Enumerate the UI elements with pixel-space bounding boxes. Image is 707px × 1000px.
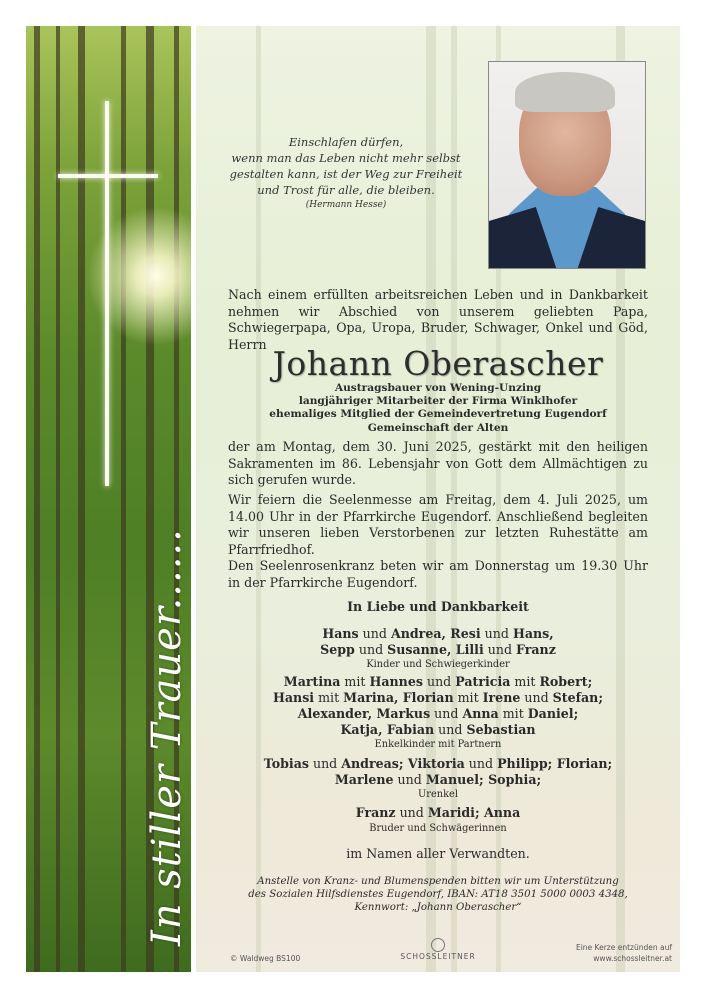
siblings-label: Bruder und Schwägerinnen [369,823,507,834]
cross-icon [105,101,109,486]
closing-line: im Namen aller Verwandten. [346,846,530,861]
title-line: ehemaliges Mitglied der Gemeindevertretung Eugendorf [269,408,607,421]
grandchildren-line: Hansi mit Marina, Florian mit Irene und Stefan; [273,690,603,705]
quote-line: gestalten kann, ist der Weg zur Freiheit [229,167,463,181]
title-line: Austragsbauer von Wening-Unzing [334,382,542,394]
grandchildren-line: Martina mit Hannes und Patricia mit Robert; [283,674,593,689]
funeral-paragraph: Wir feiern die Seelenmesse am Freitag, dem 4. Juli 2025, um 14.00 Uhr in der Pfarrkirche Eugendorf. Anschließend begleiten wir unseren lieben Verstorbenen zur letzten Ruhestätte am Pfarrfriedhof. [228,492,648,557]
quote-author: (Hermann Hesse) [305,200,387,210]
quote-line: wenn man das Leben nicht mehr selbst [231,151,461,165]
grandchildren-line: Alexander, Markus und Anna mit Daniel; [297,706,579,721]
intro-text: Nach einem erfüllten arbeitsreichen Leben und in Dankbarkeit nehmen wir Abschied von unserem geliebten Papa, Schwiegerpapa, Opa, Uropa, Bruder, Schwager, Onkel und Göd, Herrn [228,287,648,352]
mourners-heading: In Liebe und Dankbarkeit [347,599,529,614]
donation-note [226,876,650,914]
portrait-photo [488,61,646,269]
parte-card [26,26,680,972]
main-panel [196,26,680,972]
copyright-label: © Waldweg BS100 [230,954,301,963]
title-line: Gemeinschaft der Alten [367,421,509,434]
great-grandchildren-line: Tobias und Andreas; Viktoria und Philipp; Florian; [263,756,613,771]
cross-bar [58,174,158,178]
brand-name: SCHOSSLEITNER [400,952,476,961]
candle-text: Eine Kerze entzünden auf [575,943,672,952]
quote-line: Einschlafen dürfen, [288,135,404,149]
title-line: langjähriger Mitarbeiter der Firma Winklhofer [298,395,578,408]
donation-line: Kennwort: „Johann Oberascher“ [354,901,522,913]
children-label: Kinder und Schwiegerkinder [366,659,510,670]
sun-glow [86,206,191,346]
siblings-line: Franz und Maridi; Anna [355,805,521,820]
rosary-paragraph: Den Seelenrosenkranz beten wir am Donnerstag um 19.30 Uhr in der Pfarrkirche Eugendorf. [228,558,648,590]
quote [216,134,476,212]
great-grandchildren-line: Marlene und Manuel; Sophia; [334,772,542,787]
deceased-name: Johann Oberascher [272,344,604,383]
deceased-titles [226,382,650,435]
candle-link[interactable] [576,942,672,964]
website-link[interactable]: www.schossleitner.at [593,954,672,963]
forest-strip [26,26,191,972]
rose-icon [431,938,445,952]
grandchildren-label: Enkelkinder mit Partnern [374,739,502,750]
children-line: Sepp und Susanne, Lilli und Franz [320,642,556,657]
vertical-caption: In stiller Trauer...... [144,528,190,946]
quote-line: und Trost für alle, die bleiben. [257,183,435,197]
great-grandchildren-label: Urenkel [418,789,458,800]
death-paragraph: der am Montag, dem 30. Juni 2025, gestärkt mit den heiligen Sakramenten im 86. Lebensjahr von Gott dem Allmächtigen zu sich gerufen wurde. [228,439,648,487]
children-line: Hans und Andrea, Resi und Hans, [322,626,554,641]
donation-line: des Sozialen Hilfsdienstes Eugendorf, IBAN: AT18 3501 5000 0003 4348, [248,888,628,900]
grandchildren-line: Katja, Fabian und Sebastian [340,722,536,737]
donation-line: Anstelle von Kranz- und Blumenspenden bitten wir um Unterstützung [257,876,619,887]
